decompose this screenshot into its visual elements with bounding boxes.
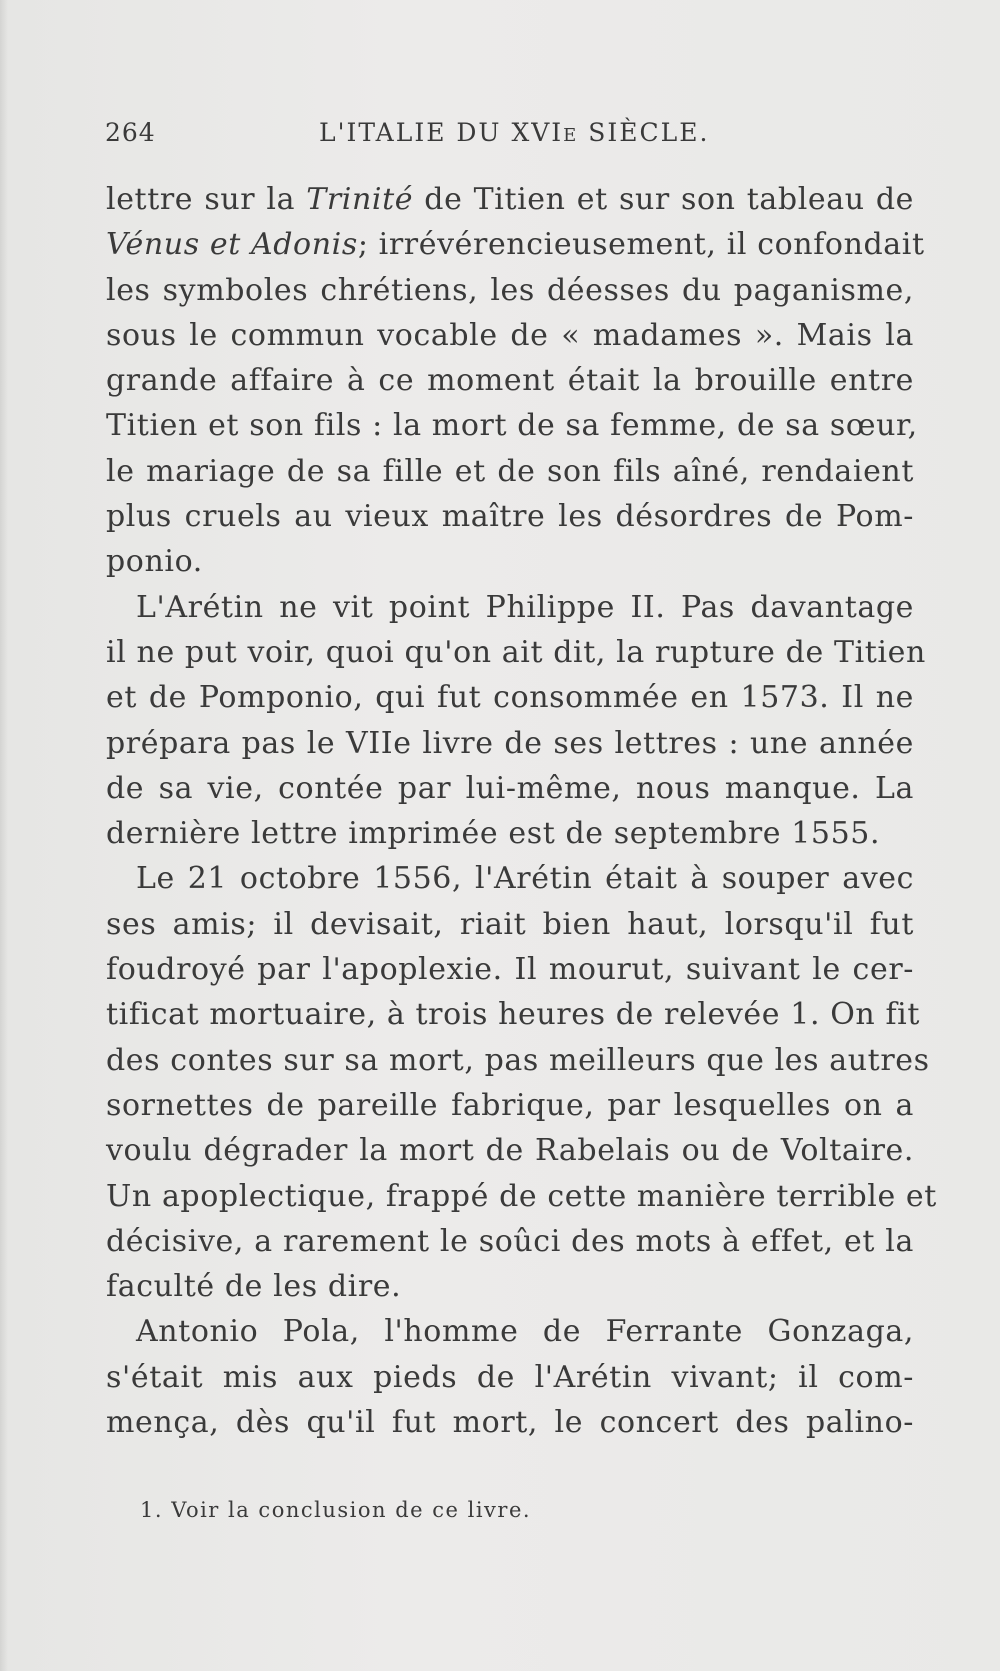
text-line: Le 21 octobre 1556, l'Arétin était à souper avec — [136, 861, 914, 897]
page-edge-shadow — [0, 0, 8, 1671]
text-line: grande affaire à ce moment était la brouille entre — [106, 363, 914, 399]
text-line: dernière lettre imprimée est de septembre 1555. — [106, 816, 881, 852]
text-line: décisive, a rarement le soûci des mots à effet, et la — [106, 1223, 914, 1259]
text-line: les symboles chrétiens, les déesses du paganisme, — [106, 272, 914, 308]
paragraph — [106, 1309, 914, 1445]
text-line: le mariage de sa fille et de son fils aîné, rendaient — [106, 453, 914, 489]
text-line: et de Pomponio, qui fut consommée en 1573. Il ne — [106, 680, 914, 716]
running-title: L'ITALIE DU XVIe SIÈCLE. — [319, 118, 710, 147]
footnote: 1. Voir la conclusion de ce livre. — [140, 1498, 532, 1522]
text-line: ses amis; il devisait, riait bien haut, lorsqu'il fut — [106, 906, 914, 942]
page-number: 264 — [105, 118, 156, 147]
text-line: mença, dès qu'il fut mort, le concert des palino- — [106, 1405, 914, 1441]
text-line: tificat mortuaire, à trois heures de relevée 1. On fit — [106, 997, 921, 1033]
text-line: lettre sur la Trinité de Titien et sur son tableau de — [106, 182, 914, 217]
text-line: des contes sur sa mort, pas meilleurs que les autres — [106, 1042, 930, 1078]
text-line: de sa vie, contée par lui-même, nous manque. La — [106, 770, 914, 806]
text-line: s'était mis aux pieds de l'Arétin vivant; il com- — [106, 1359, 914, 1395]
text-line: plus cruels au vieux maître les désordres de Pom- — [106, 499, 914, 535]
text-line: Titien et son fils : la mort de sa femme, de sa sœur, — [106, 408, 918, 444]
text-line: ponio. — [106, 544, 203, 580]
text-line: il ne put voir, quoi qu'on ait dit, la rupture de Titien — [106, 634, 926, 670]
italic-title: Vénus et Adonis — [106, 227, 358, 263]
text-line: foudroyé par l'apoplexie. Il mourut, suivant le cer- — [106, 952, 914, 988]
text-line: Un apoplectique, frappé de cette manière terrible et — [106, 1178, 937, 1214]
paragraph — [106, 177, 925, 585]
text-line: Vénus et Adonis; irrévérencieusement, il confondait — [106, 227, 925, 263]
italic-title: Trinité — [306, 182, 414, 217]
paragraph — [106, 856, 937, 1309]
text-line: sous le commun vocable de « madames ». Mais la — [106, 317, 914, 353]
text-line: faculté de les dire. — [106, 1269, 402, 1305]
text-line: prépara pas le VIIe livre de ses lettres : une année — [106, 725, 914, 761]
text-line: sornettes de pareille fabrique, par lesquelles on a — [106, 1087, 914, 1123]
page-header — [103, 118, 915, 154]
body-text — [106, 177, 937, 1445]
text-line: L'Arétin ne vit point Philippe II. Pas davantage — [136, 589, 914, 625]
text-line: Antonio Pola, l'homme de Ferrante Gonzaga, — [136, 1314, 914, 1350]
text-line: voulu dégrader la mort de Rabelais ou de Voltaire. — [106, 1133, 914, 1169]
paragraph — [106, 585, 926, 857]
